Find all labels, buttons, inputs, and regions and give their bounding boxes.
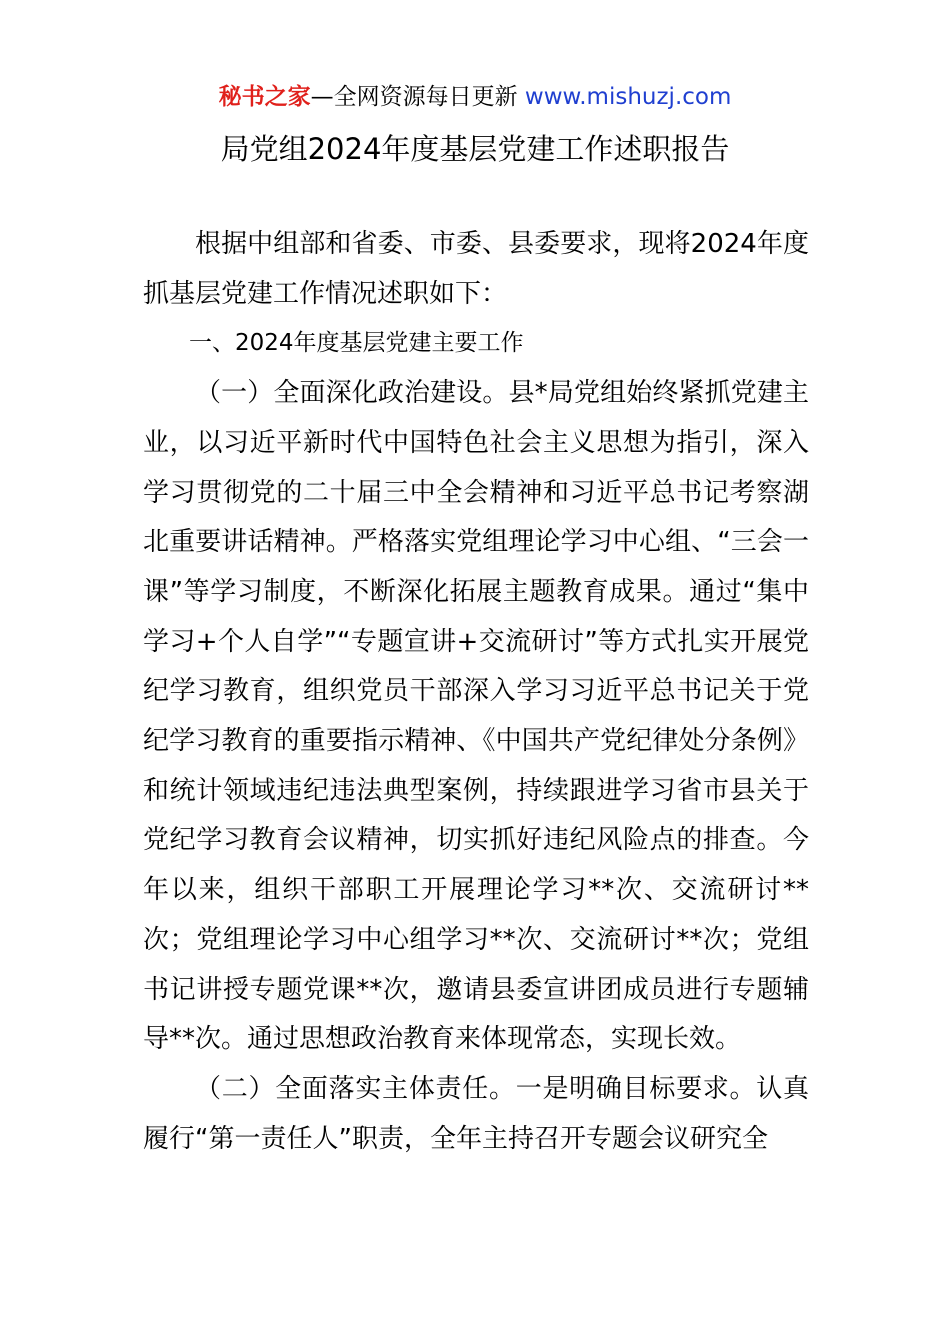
intro-paragraph: 根据中组部和省委、市委、县委要求，现将2024年度抓基层党建工作情况述职如下： (143, 229, 809, 309)
section-heading: 一、2024年度基层党建主要工作 (189, 330, 524, 357)
document-title: 局党组2024年度基层党建工作述职报告 (220, 132, 730, 166)
site-tagline: —全网资源每日更新 (310, 84, 525, 110)
site-url-link[interactable]: www.mishuzj.com (524, 84, 732, 110)
body-paragraph: （二）全面落实主体责任。一是明确目标要求。认真履行“第一责任人”职责，全年主持召开专题会议研究全 (143, 1073, 809, 1154)
site-header (0, 80, 950, 114)
site-brand: 秘书之家 (218, 84, 311, 110)
document-body (143, 220, 809, 1164)
body-paragraph: （一）全面深化政治建设。县*局党组始终紧抓党建主业，以习近平新时代中国特色社会主义思想为指引，深入学习贯彻党的二十届三中全会精神和习近平总书记考察湖北重要讲话精神。严格落实党组理论学习中心组、“三会一课”等学习制度，不断深化拓展主题教育成果。通过“集中学习+个人自学”“专题宣讲+交流研讨”等方式扎实开展党纪学习教育，组织党员干部深入学习习近平总书记关于党纪学习教育的重要指示精神、《中国共产党纪律处分条例》和统计领域违纪违法典型案例，持续跟进学习省市县关于党纪学习教育会议精神，切实抓好违纪风险点的排查。今年以来，组织干部职工开展理论学习**次、交流研讨**次；党组理论学习中心组学习**次、交流研讨**次；党组书记讲授专题党课**次，邀请县委宣讲团成员进行专题辅导**次。通过思想政治教育来体现常态，实现长效。 (143, 378, 809, 1055)
